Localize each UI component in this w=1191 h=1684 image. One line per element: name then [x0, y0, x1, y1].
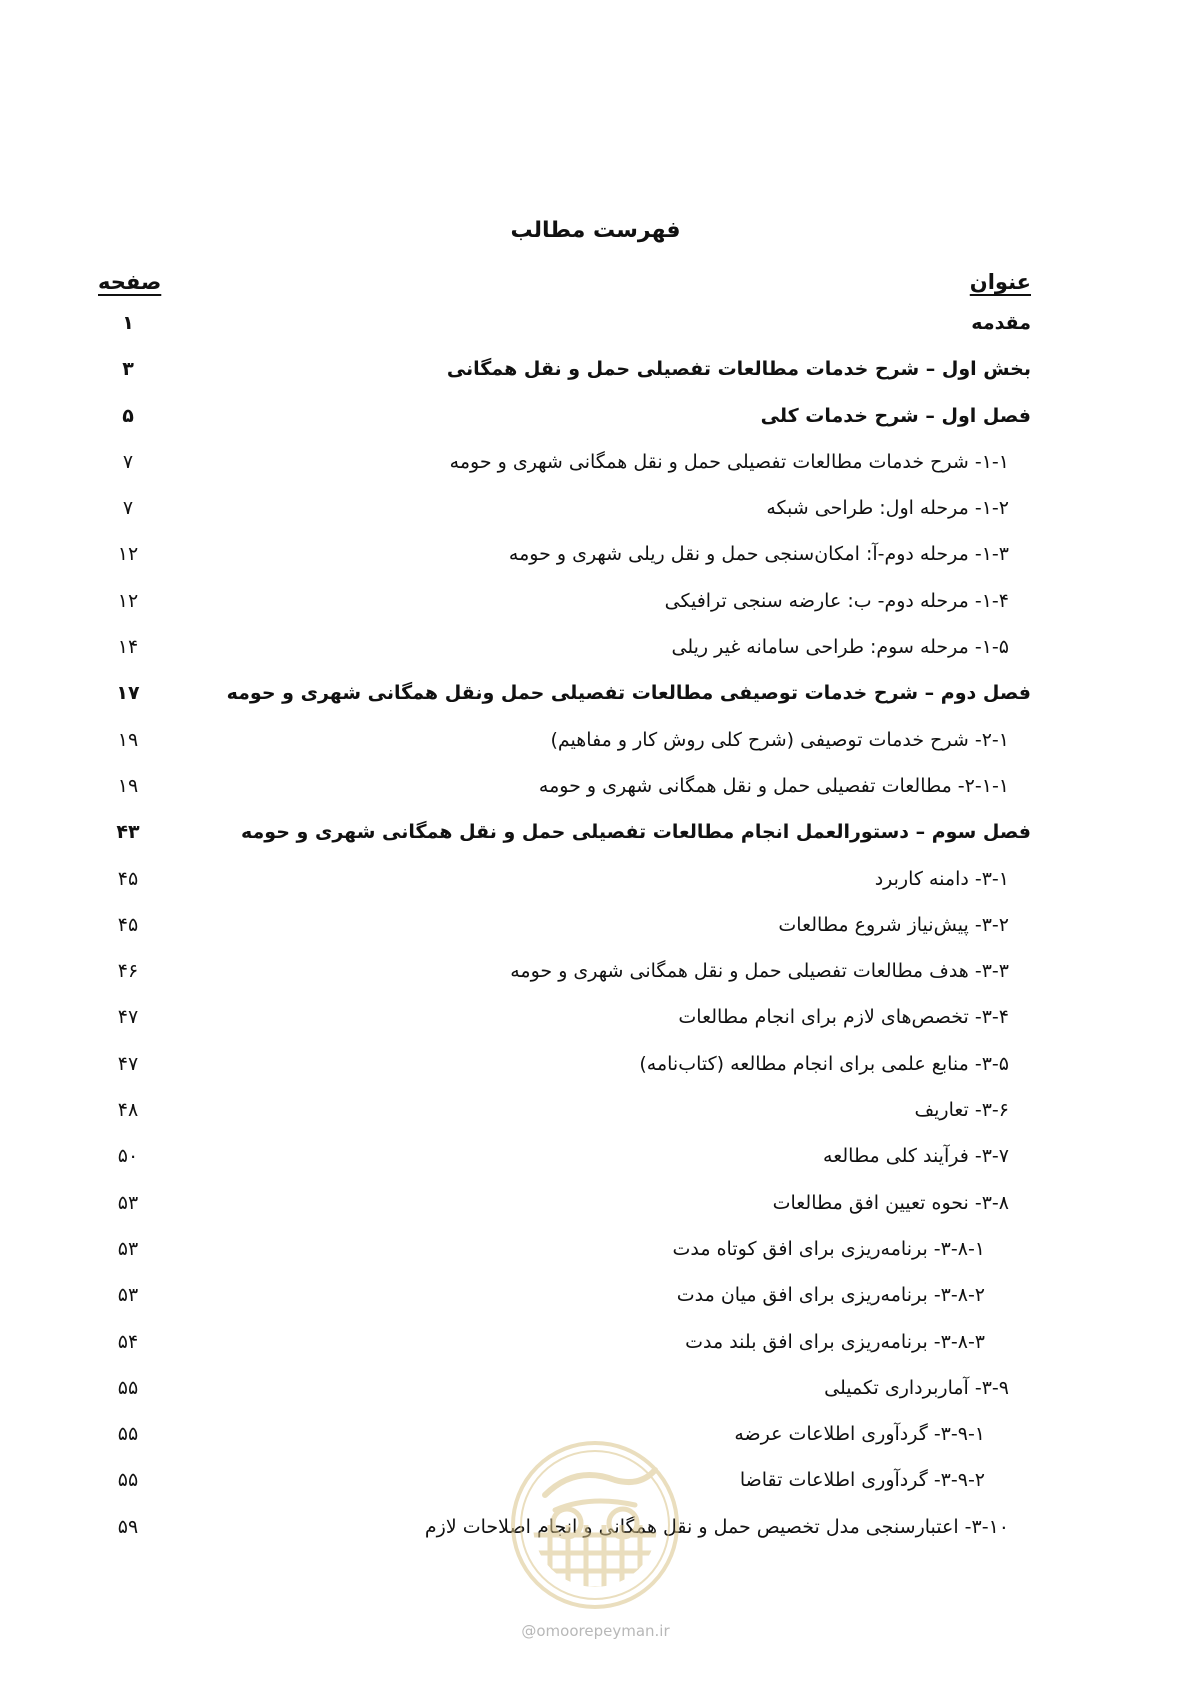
toc-entry[interactable]	[0, 723, 1191, 769]
toc-entry[interactable]	[0, 306, 1191, 352]
toc-entry-page-number: ۴۵	[117, 867, 139, 890]
toc-entry[interactable]	[0, 1047, 1191, 1093]
toc-entry-title: ۳-۷- فرآیند کلی مطالعه	[823, 1145, 1009, 1168]
toc-entry-page-number: ۴۸	[117, 1099, 139, 1122]
toc-entry[interactable]	[0, 954, 1191, 1000]
toc-entry-page-number: ۵۴	[117, 1330, 139, 1353]
toc-entry-title: ۳-۸- نحوه تعیین افق مطالعات	[772, 1191, 1009, 1214]
toc-entry-title: ۳-۸-۲- برنامه‌ریزی برای افق میان مدت	[676, 1284, 985, 1307]
toc-entry[interactable]	[0, 1093, 1191, 1139]
toc-entry-page-number: ۱۴	[117, 636, 139, 659]
toc-entry-title: ۲-۱- شرح خدمات توصیفی (شرح کلی روش کار و مفاهیم)	[550, 728, 1009, 751]
page-column-header: صفحه	[98, 270, 162, 294]
toc-entry-title: ۳-۹-۲- گردآوری اطلاعات تقاضا	[739, 1469, 985, 1492]
toc-entry-page-number: ۵۵	[117, 1423, 139, 1446]
toc-entry-title: بخش اول – شرح خدمات مطالعات تفصیلی حمل و نقل همگانی	[446, 358, 1031, 381]
toc-entry[interactable]	[0, 769, 1191, 815]
toc-entry-title: ۱-۱- شرح خدمات مطالعات تفصیلی حمل و نقل همگانی شهری و حومه	[449, 450, 1009, 473]
toc-entry[interactable]	[0, 445, 1191, 491]
toc-entry-page-number: ۴۷	[117, 1052, 139, 1075]
toc-entry[interactable]	[0, 676, 1191, 722]
toc-entry[interactable]	[0, 1325, 1191, 1371]
toc-entry-page-number: ۴۳	[116, 821, 140, 844]
toc-entry-page-number: ۵	[122, 404, 134, 427]
toc-entry-title: ۲-۱-۱- مطالعات تفصیلی حمل و نقل همگانی شهری و حومه	[538, 774, 1009, 797]
toc-entry-page-number: ۴۵	[117, 913, 139, 936]
toc-entry-page-number: ۵۳	[117, 1237, 139, 1260]
toc-entry[interactable]	[0, 399, 1191, 445]
toc-entry[interactable]	[0, 352, 1191, 398]
toc-entry-page-number: ۳	[122, 358, 134, 381]
toc-entry[interactable]	[0, 815, 1191, 861]
watermark-seal-icon	[505, 1425, 685, 1625]
toc-entry-page-number: ۷	[122, 450, 134, 473]
toc-entry[interactable]	[0, 584, 1191, 630]
toc-entry-title: ۳-۳- هدف مطالعات تفصیلی حمل و نقل همگانی شهری و حومه	[510, 960, 1009, 983]
toc-entry-title: ۳-۶- تعاریف	[914, 1099, 1009, 1122]
watermark-site-text: @omoorepeyman.ir	[521, 1622, 670, 1640]
toc-entry-title: ۱-۲- مرحله اول: طراحی شبکه	[766, 497, 1009, 520]
toc-entry-title: ۱-۳- مرحله دوم-آ: امکان‌سنجی حمل و نقل ریلی شهری و حومه	[508, 543, 1009, 566]
toc-entry-title: ۳-۱۰- اعتبارسنجی مدل تخصیص حمل و نقل همگانی و انجام اصلاحات لازم	[424, 1515, 1009, 1538]
toc-entry-page-number: ۱	[122, 312, 134, 334]
toc-entry-page-number: ۴۷	[117, 1006, 139, 1029]
toc-entry[interactable]	[0, 862, 1191, 908]
toc-entry-page-number: ۵۳	[117, 1284, 139, 1307]
toc-entry-title: فصل سوم – دستورالعمل انجام مطالعات تفصیلی حمل و نقل همگانی شهری و حومه	[241, 821, 1031, 844]
toc-entry-title: ۳-۵- منابع علمی برای انجام مطالعه (کتاب‌نامه)	[639, 1052, 1009, 1075]
toc-entry-page-number: ۵۹	[117, 1515, 139, 1538]
toc-entry-page-number: ۵۵	[117, 1469, 139, 1492]
toc-entry[interactable]	[0, 1278, 1191, 1324]
page-title: فهرست مطالب	[510, 218, 681, 243]
toc-entry-title: ۳-۹-۱- گردآوری اطلاعات عرضه	[734, 1423, 985, 1446]
toc-entry[interactable]	[0, 1186, 1191, 1232]
title-column-header: عنوان	[969, 270, 1031, 294]
toc-entry-page-number: ۱۹	[117, 728, 139, 751]
toc-entry[interactable]	[0, 1371, 1191, 1417]
toc-entry-title: ۳-۸-۱- برنامه‌ریزی برای افق کوتاه مدت	[672, 1237, 985, 1260]
toc-entry-page-number: ۱۲	[117, 543, 139, 566]
toc-entry-page-number: ۵۵	[117, 1376, 139, 1399]
toc-entry[interactable]	[0, 491, 1191, 537]
toc-entry-page-number: ۵۰	[117, 1145, 139, 1168]
toc-entry[interactable]	[0, 630, 1191, 676]
toc-entry-page-number: ۷	[122, 497, 134, 520]
toc-entry[interactable]	[0, 908, 1191, 954]
toc-entry-title: ۳-۲- پیش‌نیاز شروع مطالعات	[778, 913, 1009, 936]
toc-entry-title: مقدمه	[971, 312, 1031, 334]
toc-entry-title: فصل دوم – شرح خدمات توصیفی مطالعات تفصیلی حمل ونقل همگانی شهری و حومه	[226, 682, 1031, 705]
toc-entry-title: ۱-۴- مرحله دوم- ب: عارضه سنجی ترافیکی	[664, 589, 1009, 612]
toc-entry-title: ۳-۱- دامنه کاربرد	[874, 867, 1009, 890]
table-of-contents	[0, 306, 1191, 1556]
toc-entry-page-number: ۱۷	[116, 682, 140, 705]
toc-entry-page-number: ۴۶	[117, 960, 139, 983]
toc-entry-page-number: ۱۲	[117, 589, 139, 612]
toc-entry-title: ۱-۵- مرحله سوم: طراحی سامانه غیر ریلی	[671, 636, 1009, 659]
toc-entry-title: ۳-۴- تخصص‌های لازم برای انجام مطالعات	[678, 1006, 1009, 1029]
toc-entry[interactable]	[0, 537, 1191, 583]
toc-entry[interactable]	[0, 1139, 1191, 1185]
toc-entry-title: فصل اول – شرح خدمات کلی	[760, 404, 1031, 427]
toc-entry-page-number: ۵۳	[117, 1191, 139, 1214]
toc-entry[interactable]	[0, 1000, 1191, 1046]
toc-entry-page-number: ۱۹	[117, 774, 139, 797]
toc-entry-title: ۳-۹- آماربرداری تکمیلی	[824, 1376, 1009, 1399]
toc-entry-title: ۳-۸-۳- برنامه‌ریزی برای افق بلند مدت	[685, 1330, 985, 1353]
toc-entry[interactable]	[0, 1232, 1191, 1278]
